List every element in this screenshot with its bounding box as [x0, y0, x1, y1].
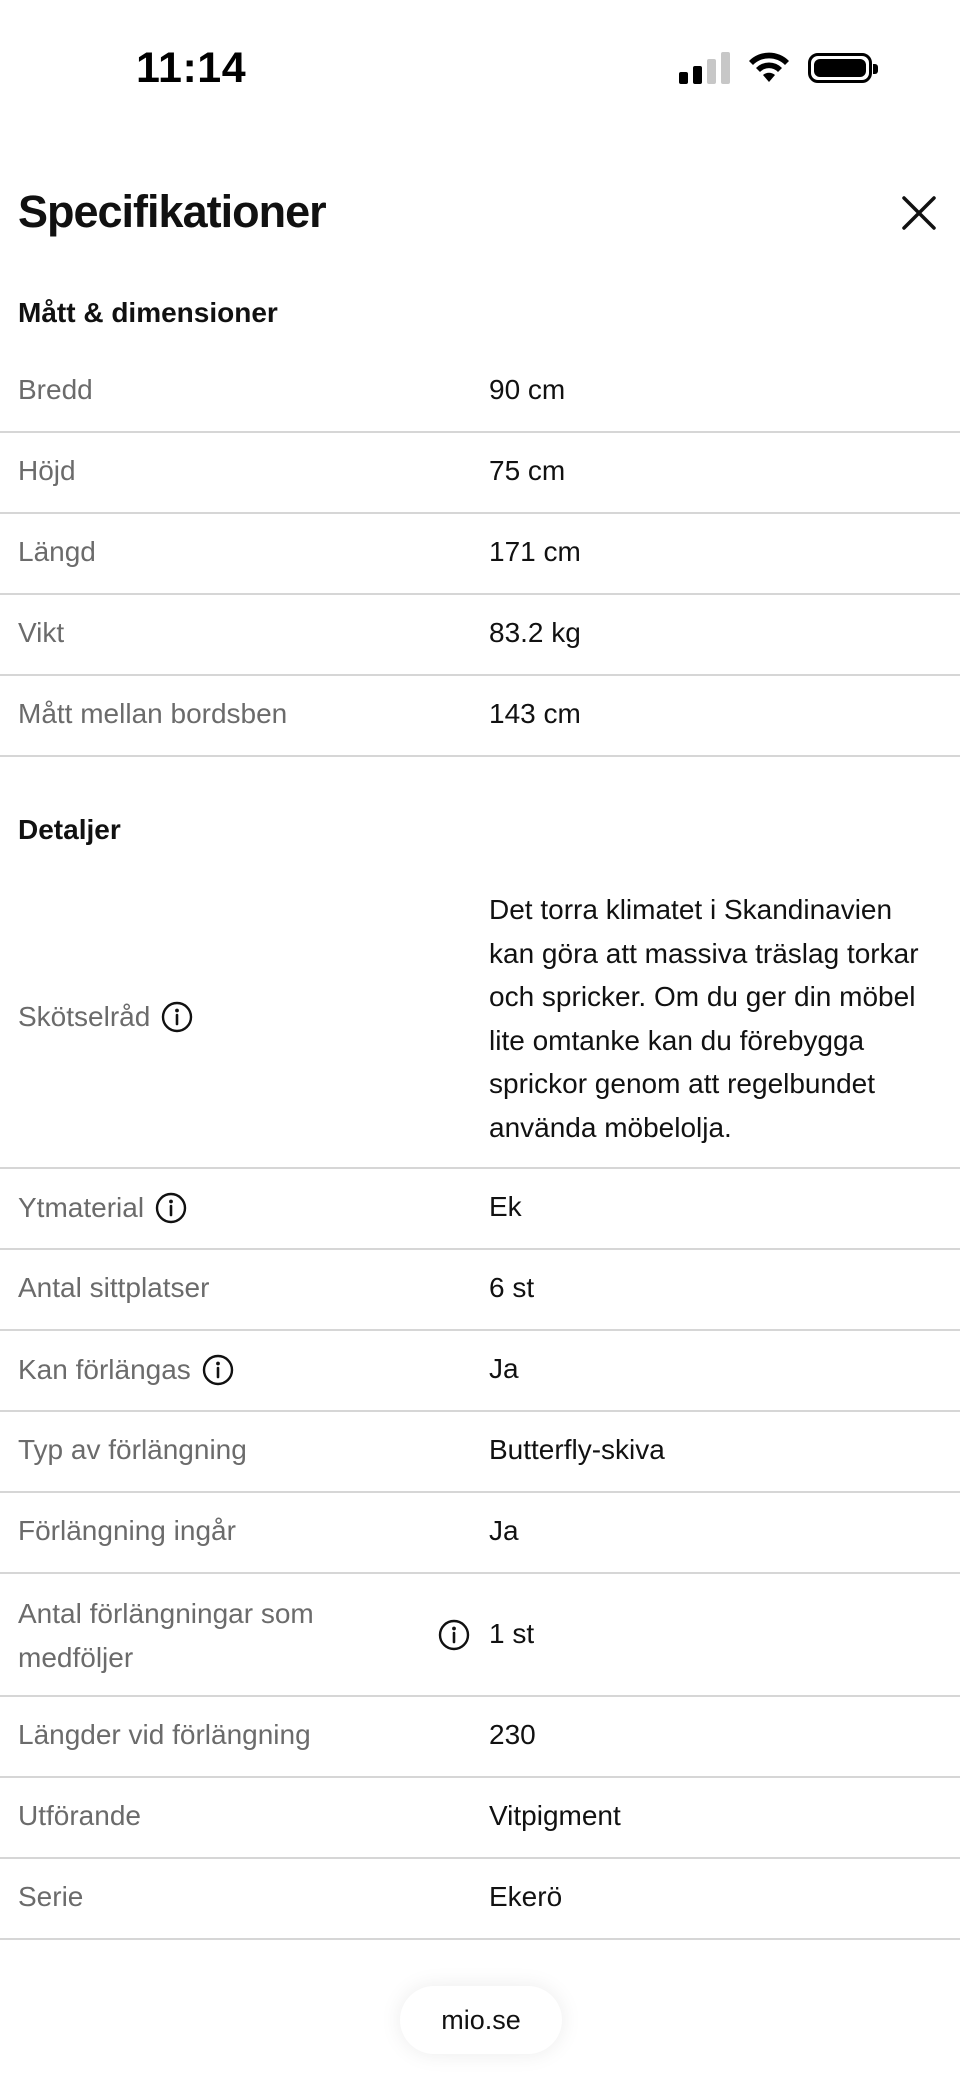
spec-row [0, 1574, 960, 1697]
status-time: 11:14 [136, 44, 247, 92]
info-icon[interactable] [201, 1353, 235, 1387]
spec-label [18, 1592, 314, 1679]
spec-value: 171 cm [489, 536, 581, 567]
spec-value: 230 [489, 1719, 536, 1750]
spec-row [0, 352, 960, 433]
spec-value: 6 st [489, 1272, 535, 1303]
spec-row [0, 1412, 960, 1493]
section-heading-dimensions: Mått & dimensioner [18, 297, 278, 328]
spec-value: Butterfly-skiva [489, 1434, 665, 1465]
info-icon[interactable] [154, 1191, 188, 1225]
spec-label-line: Antal förlängningar som [18, 1598, 314, 1629]
status-bar [0, 0, 960, 140]
spec-row [0, 1778, 960, 1859]
spec-label: Förlängning ingår [18, 1515, 236, 1546]
spec-label: Vikt [18, 617, 65, 648]
spec-row [0, 1250, 960, 1331]
page-title: Specifikationer [18, 186, 326, 237]
wifi-icon [748, 52, 790, 84]
spec-label-text: Skötselråd [18, 1001, 151, 1032]
spec-value: Ja [489, 1353, 519, 1384]
spec-label-line: medföljer [18, 1641, 134, 1673]
spec-label: Längder vid förlängning [18, 1719, 311, 1750]
spec-label: Höjd [18, 455, 76, 486]
spec-value: 83.2 kg [489, 617, 581, 648]
spec-label: Bredd [18, 374, 93, 405]
spec-label [18, 1000, 194, 1034]
spec-value: Ja [489, 1515, 519, 1546]
spec-row [0, 1859, 960, 1940]
status-icons [679, 52, 872, 84]
spec-row [0, 595, 960, 676]
spec-row [0, 1331, 960, 1412]
spec-value: 75 cm [489, 455, 566, 486]
spec-value: Vitpigment [489, 1800, 621, 1831]
spec-value: Ekerö [489, 1881, 563, 1912]
spec-value: 90 cm [489, 374, 566, 405]
sheet-header [0, 180, 960, 246]
spec-label-text: Ytmaterial [18, 1192, 145, 1223]
spec-label [18, 1353, 235, 1387]
spec-row [0, 872, 960, 1169]
close-icon [901, 195, 937, 231]
spec-value: Ek [489, 1191, 522, 1222]
spec-value: 1 st [489, 1618, 535, 1649]
section-heading-details: Detaljer [18, 814, 121, 845]
spec-label-text: Kan förlängas [18, 1354, 191, 1385]
spec-row [0, 1169, 960, 1250]
spec-row [0, 1493, 960, 1574]
cellular-signal-icon [679, 52, 730, 84]
spec-row [0, 676, 960, 757]
battery-icon [808, 53, 872, 83]
spec-label: Utförande [18, 1800, 141, 1831]
close-button[interactable] [890, 184, 948, 242]
spec-label: Serie [18, 1881, 84, 1912]
spec-label [18, 1191, 188, 1225]
spec-row [0, 514, 960, 595]
spec-label: Längd [18, 536, 96, 567]
spec-row [0, 433, 960, 514]
spec-value: 143 cm [489, 698, 581, 729]
spec-label: Antal sittplatser [18, 1272, 210, 1303]
care-advice-text: Det torra klimatet i Skandinavien kan göra att massiva träslag torkar och spricker. Om du ger din möbel lite omtanke kan du förebygga sprickor genom att regelbundet använda möbelolja. [489, 894, 919, 1143]
spec-label: Mått mellan bordsben [18, 698, 288, 729]
url-bar[interactable]: mio.se [400, 1986, 562, 2054]
spec-label: Typ av förlängning [18, 1434, 247, 1465]
info-icon[interactable] [160, 1000, 194, 1034]
spec-row [0, 1697, 960, 1778]
info-icon[interactable] [437, 1618, 471, 1652]
